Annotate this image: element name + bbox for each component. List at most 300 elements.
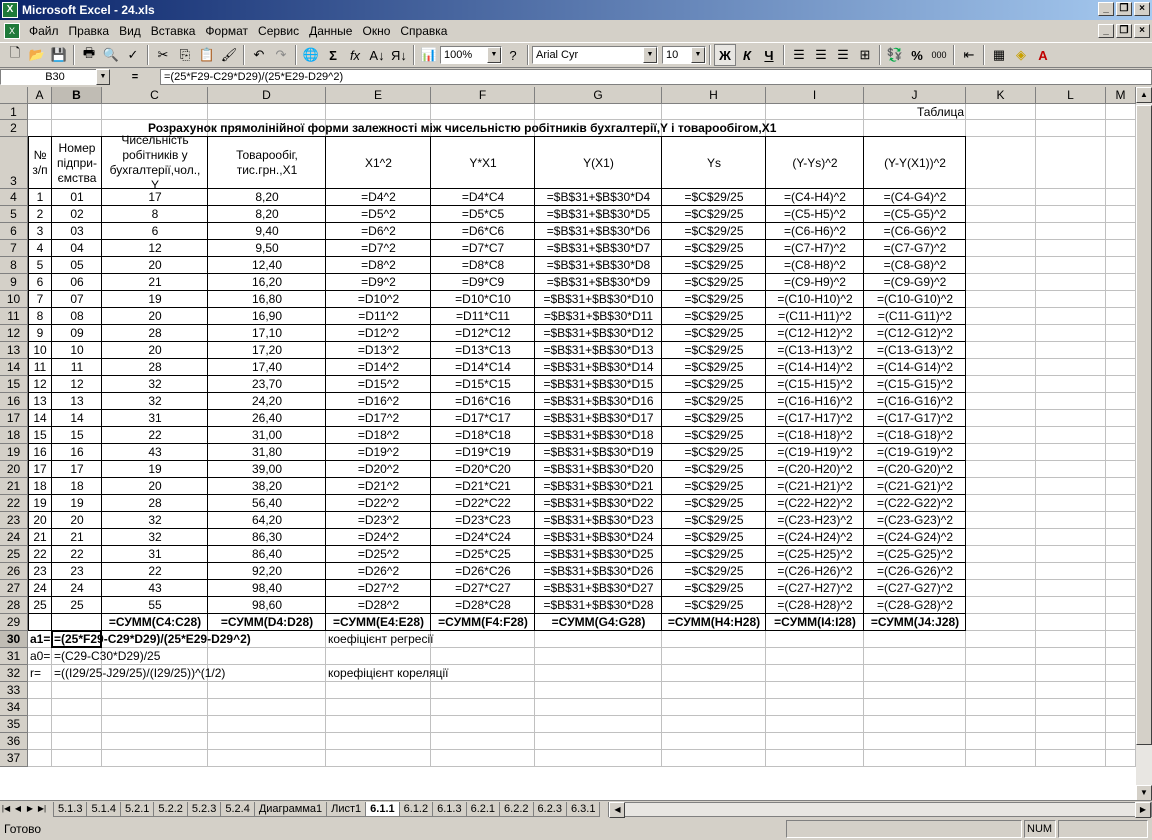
horizontal-scrollbar[interactable] xyxy=(608,802,1152,817)
label-r: r= xyxy=(30,666,42,680)
column-header-l[interactable]: L xyxy=(1036,87,1106,104)
menu-view[interactable]: Вид xyxy=(119,24,141,38)
cell-enterprise: 10 xyxy=(70,343,84,357)
print-icon[interactable]: 🖶 xyxy=(82,45,96,60)
menu-window[interactable]: Окно xyxy=(362,24,391,38)
sheet-tab[interactable]: 5.2.1 xyxy=(120,802,154,817)
cell-formula: =D19^2 xyxy=(357,445,400,459)
row-header-36[interactable]: 36 xyxy=(0,733,28,750)
merge-center-icon[interactable]: ⊞ xyxy=(859,47,871,62)
cell-formula: =$C$29/25 xyxy=(684,479,744,493)
doc-close-button[interactable]: × xyxy=(1134,24,1150,38)
cell-turnover: 39,00 xyxy=(251,462,283,476)
spreadsheet-grid[interactable] xyxy=(0,87,1136,801)
cell-formula: =D9*C9 xyxy=(461,275,505,289)
cell-formula: =D10^2 xyxy=(357,292,400,306)
scroll-right-icon[interactable]: ▶ xyxy=(1135,802,1151,818)
sheet-tab[interactable]: 6.2.2 xyxy=(499,802,533,817)
cell-formula: =$C$29/25 xyxy=(684,462,744,476)
window-title: Microsoft Excel - 24.xls xyxy=(22,3,155,17)
cell-formula: =D15^2 xyxy=(357,377,400,391)
excel-app-icon[interactable]: X xyxy=(2,2,18,18)
cell-formula: =$C$29/25 xyxy=(684,292,744,306)
row-header-25[interactable]: 25 xyxy=(0,546,28,563)
row-header-17[interactable]: 17 xyxy=(0,410,28,427)
cell-formula: =(C23-H23)^2 xyxy=(777,513,853,527)
currency-icon[interactable]: 💱 xyxy=(886,47,904,62)
cell-formula: =(C17-H17)^2 xyxy=(777,411,853,425)
cell-formula: =D6^2 xyxy=(361,224,396,238)
gridline xyxy=(28,766,1136,767)
next-tab-icon[interactable]: ▶ xyxy=(26,804,34,813)
doc-minimize-button[interactable]: _ xyxy=(1098,24,1114,38)
cell-enterprise: 06 xyxy=(70,275,84,289)
cell-turnover: 9,50 xyxy=(255,241,279,255)
print-preview-icon[interactable]: 🔍 xyxy=(102,47,120,62)
menu-edit[interactable]: Правка xyxy=(68,24,110,38)
cell-formula: =D11*C11 xyxy=(456,309,510,323)
cell-sum: =СУММ(G4:G28) xyxy=(551,615,646,629)
sort-desc-icon[interactable]: Я↓ xyxy=(391,47,407,63)
cell-formula: =D23*C23 xyxy=(455,513,511,527)
scroll-down-icon[interactable]: ▼ xyxy=(1136,785,1152,801)
cell-workers: 31 xyxy=(148,547,162,561)
function-icon[interactable]: fx xyxy=(349,47,361,63)
workbook-icon[interactable]: X xyxy=(4,23,20,39)
row-header-9[interactable]: 9 xyxy=(0,274,28,291)
toolbar xyxy=(0,42,1152,68)
row-header-35[interactable]: 35 xyxy=(0,716,28,733)
header-y-ys-squared xyxy=(766,137,864,189)
borders-icon[interactable]: ▦ xyxy=(992,47,1006,62)
cell-formula: =D19*C19 xyxy=(455,445,511,459)
font-color-icon[interactable]: A xyxy=(1038,47,1048,63)
cell-formula: =(C15-G15)^2 xyxy=(877,377,953,391)
cell-formula: =(C17-G17)^2 xyxy=(877,411,953,425)
hyperlink-icon[interactable]: 🌐 xyxy=(302,47,320,62)
cell-formula: =$B$31+$B$30*D6 xyxy=(546,224,651,238)
gridline xyxy=(1105,104,1106,767)
cell-formula: =(C8-H8)^2 xyxy=(784,258,846,272)
row-header-29[interactable]: 29 xyxy=(0,614,28,631)
cell-formula: =(C9-G9)^2 xyxy=(883,275,947,289)
cell-index: 24 xyxy=(33,581,47,595)
cell-enterprise: 18 xyxy=(70,479,84,493)
cell-formula: =$B$31+$B$30*D23 xyxy=(543,513,654,527)
italic-button[interactable]: К xyxy=(743,47,751,63)
row-header-14[interactable]: 14 xyxy=(0,359,28,376)
gridline xyxy=(28,749,1136,750)
scroll-thumb[interactable] xyxy=(1136,105,1152,745)
cell-formula: =D14*C14 xyxy=(455,360,511,374)
menu-help[interactable]: Справка xyxy=(400,24,448,38)
header-text: X1^2 xyxy=(365,155,392,170)
cell-workers: 19 xyxy=(148,462,162,476)
cell-formula: =D16^2 xyxy=(357,394,400,408)
cut-icon[interactable]: ✂ xyxy=(157,47,169,62)
row-header-21[interactable]: 21 xyxy=(0,478,28,495)
row-header-6[interactable]: 6 xyxy=(0,223,28,240)
scroll-left-icon[interactable]: ◀ xyxy=(609,802,625,818)
cell-formula: =D17^2 xyxy=(357,411,400,425)
cell-sum: =СУММ(C4:C28) xyxy=(108,615,202,629)
cell-formula: =D10*C10 xyxy=(455,292,511,306)
row-header-34[interactable]: 34 xyxy=(0,699,28,716)
underline-button[interactable]: Ч xyxy=(764,47,774,63)
row-header-2[interactable]: 2 xyxy=(0,120,28,137)
cell-formula: =$C$29/25 xyxy=(684,377,744,391)
cell-formula: =$C$29/25 xyxy=(684,326,744,340)
cell-workers: 20 xyxy=(148,258,162,272)
restore-button[interactable]: ❐ xyxy=(1116,2,1132,16)
cell-index: 3 xyxy=(36,224,44,238)
header-line: Y xyxy=(150,178,159,192)
header-line: ємства xyxy=(57,170,97,185)
sheet-tab[interactable]: 6.1.1 xyxy=(365,802,399,817)
cell-formula: =(C11-G11)^2 xyxy=(877,309,953,323)
row-header-13[interactable]: 13 xyxy=(0,342,28,359)
cell-formula: =(C28-G28)^2 xyxy=(877,598,953,612)
row-header-7[interactable]: 7 xyxy=(0,240,28,257)
row-header-32[interactable]: 32 xyxy=(0,665,28,682)
cell-formula: =(C18-H18)^2 xyxy=(777,428,853,442)
cell-index: 14 xyxy=(33,411,47,425)
first-tab-icon[interactable]: |◀ xyxy=(1,804,11,813)
cell-index: 8 xyxy=(36,309,44,323)
undo-icon[interactable]: ↶ xyxy=(253,47,265,62)
row-header-16[interactable]: 16 xyxy=(0,393,28,410)
chevron-down-icon: ▼ xyxy=(487,47,501,63)
cell-enterprise: 03 xyxy=(70,224,84,238)
cell-formula: =(C8-G8)^2 xyxy=(883,258,947,272)
cell-formula: =$B$31+$B$30*D18 xyxy=(543,428,654,442)
cell-index: 21 xyxy=(33,530,47,544)
sheet-tab[interactable]: 6.1.3 xyxy=(432,802,466,817)
close-button[interactable]: × xyxy=(1134,2,1150,16)
cell-formula: =D23^2 xyxy=(357,513,400,527)
vertical-scrollbar[interactable] xyxy=(1136,87,1152,801)
percent-button[interactable]: % xyxy=(911,47,923,63)
cell-enterprise: 01 xyxy=(70,190,84,204)
cell-turnover: 17,20 xyxy=(251,343,283,357)
cell-formula: =(C18-G18)^2 xyxy=(877,428,953,442)
cell-formula: =$C$29/25 xyxy=(684,207,744,221)
column-header-i[interactable]: I xyxy=(766,87,864,104)
align-left-icon[interactable]: ☰ xyxy=(793,47,805,62)
cell-formula: =$C$29/25 xyxy=(684,598,744,612)
column-header-m[interactable]: M xyxy=(1106,87,1136,104)
sheet-tab[interactable]: 5.2.2 xyxy=(153,802,187,817)
sheet-tab[interactable]: 6.2.3 xyxy=(533,802,567,817)
cell-formula: =$B$31+$B$30*D20 xyxy=(543,462,654,476)
zoom-select[interactable]: 100% ▼ xyxy=(440,46,502,64)
column-header-e[interactable]: E xyxy=(326,87,431,104)
cell-index: 12 xyxy=(33,377,47,391)
cell-formula: =D15*C15 xyxy=(455,377,511,391)
column-header-a[interactable]: A xyxy=(28,87,52,104)
spelling-icon[interactable]: ✓ xyxy=(127,47,139,62)
cell-formula: =D26^2 xyxy=(357,564,400,578)
minimize-button[interactable]: _ xyxy=(1098,2,1114,16)
cell-workers: 28 xyxy=(148,496,162,510)
cell-formula: =D5^2 xyxy=(361,207,396,221)
row-header-8[interactable]: 8 xyxy=(0,257,28,274)
cell-formula: =D25*C25 xyxy=(455,547,511,561)
cell-formula: =$B$31+$B$30*D24 xyxy=(543,530,654,544)
cell-index: 4 xyxy=(36,241,44,255)
cell-formula: =$B$31+$B$30*D4 xyxy=(546,190,651,204)
cell-turnover: 31,80 xyxy=(251,445,283,459)
cell-formula: =$C$29/25 xyxy=(684,564,744,578)
row-header-10[interactable]: 10 xyxy=(0,291,28,308)
column-header-k[interactable]: K xyxy=(966,87,1036,104)
sheet-tab[interactable]: 6.2.1 xyxy=(466,802,500,817)
row-header-18[interactable]: 18 xyxy=(0,427,28,444)
cell-formula: =D14^2 xyxy=(357,360,400,374)
cell-turnover: 86,40 xyxy=(251,547,283,561)
cell-formula: =(C14-H14)^2 xyxy=(777,360,853,374)
cell-turnover: 16,80 xyxy=(251,292,283,306)
header-text: Ys xyxy=(706,155,721,170)
thousands-button[interactable]: 000 xyxy=(931,50,947,60)
row-header-19[interactable]: 19 xyxy=(0,444,28,461)
cell-sum: =СУММ(E4:E28) xyxy=(333,615,424,629)
open-icon[interactable]: 📂 xyxy=(28,47,46,62)
format-painter-icon[interactable]: 🖌 xyxy=(220,47,238,62)
cell-enterprise: 25 xyxy=(70,598,84,612)
cell-workers: 32 xyxy=(148,513,162,527)
cell-turnover: 98,60 xyxy=(251,598,283,612)
cell-formula: =$B$31+$B$30*D27 xyxy=(543,581,654,595)
row-header-30[interactable]: 30 xyxy=(0,631,28,648)
cell-formula: =(C11-H11)^2 xyxy=(778,309,852,323)
prev-tab-icon[interactable]: ◀ xyxy=(14,804,22,813)
row-header-31[interactable]: 31 xyxy=(0,648,28,665)
last-tab-icon[interactable]: ▶| xyxy=(37,804,47,813)
column-header-j[interactable]: J xyxy=(864,87,966,104)
name-box[interactable]: B30 ▼ xyxy=(0,69,110,85)
cell-formula: =D25^2 xyxy=(357,547,400,561)
sheet-tab[interactable]: Лист1 xyxy=(326,802,366,817)
menu-data[interactable]: Данные xyxy=(309,24,353,38)
formula-equals: = xyxy=(131,71,139,83)
cell-formula: =$C$29/25 xyxy=(684,581,744,595)
header-text: Y*X1 xyxy=(469,155,497,170)
cell-formula: =D22*C22 xyxy=(455,496,511,510)
cell-index: 11 xyxy=(33,360,47,374)
font-size-select[interactable]: 10 ▼ xyxy=(662,46,706,64)
cell-formula: =D11^2 xyxy=(358,309,399,323)
sheet-tab[interactable]: 6.3.1 xyxy=(566,802,600,817)
cell-enterprise: 21 xyxy=(70,530,84,544)
row-header-37[interactable]: 37 xyxy=(0,750,28,767)
cell-formula: =D5*C5 xyxy=(461,207,505,221)
sheet-tab[interactable]: Диаграмма1 xyxy=(254,802,327,817)
cell-formula: =D26*C26 xyxy=(455,564,511,578)
selected-cell-border[interactable] xyxy=(51,630,102,648)
row-header-5[interactable]: 5 xyxy=(0,206,28,223)
sheet-tab[interactable]: 5.1.4 xyxy=(86,802,120,817)
menu-file[interactable]: Файл xyxy=(29,24,59,38)
cell-turnover: 98,40 xyxy=(251,581,283,595)
header-workers xyxy=(102,133,208,192)
header-line: підпри- xyxy=(56,155,98,170)
cell-formula: =D18*C18 xyxy=(455,428,511,442)
cell-formula: =$C$29/25 xyxy=(684,309,744,323)
cell-formula: =$B$31+$B$30*D16 xyxy=(543,394,654,408)
redo-icon[interactable]: ↷ xyxy=(275,47,287,62)
row-header-20[interactable]: 20 xyxy=(0,461,28,478)
decrease-indent-icon[interactable]: ⇤ xyxy=(963,47,975,62)
save-icon[interactable]: 💾 xyxy=(50,47,68,62)
cell-index: 19 xyxy=(33,496,47,510)
header-turnover xyxy=(208,137,326,189)
header-line: Номер xyxy=(58,140,96,155)
cell-index: 9 xyxy=(36,326,44,340)
cell-formula: =$B$31+$B$30*D10 xyxy=(543,292,654,306)
cell-formula: =(C19-H19)^2 xyxy=(777,445,853,459)
row-header-23[interactable]: 23 xyxy=(0,512,28,529)
cell-formula: =$B$31+$B$30*D8 xyxy=(546,258,651,272)
cell-turnover: 8,20 xyxy=(255,207,279,221)
sheet-tab[interactable]: 5.1.3 xyxy=(53,802,87,817)
cell-turnover: 31,00 xyxy=(251,428,283,442)
row-header-3[interactable]: 3 xyxy=(0,137,28,189)
cell-enterprise: 05 xyxy=(70,258,84,272)
column-header-b[interactable]: B xyxy=(52,87,102,104)
cell-formula: =$C$29/25 xyxy=(684,190,744,204)
copy-icon[interactable]: ⎘ xyxy=(179,47,191,62)
cell-enterprise: 16 xyxy=(70,445,84,459)
new-icon[interactable]: 🗋 xyxy=(9,45,21,60)
sort-asc-icon[interactable]: A↓ xyxy=(369,47,385,63)
cell-formula: =D27*C27 xyxy=(455,581,511,595)
sheet-title: Розрахунок прямолінійної форми залежності між чисельністю робітників бухгалтерії,Y і товарообігом,X1 xyxy=(148,121,777,135)
row-header-24[interactable]: 24 xyxy=(0,529,28,546)
cell-formula: =(C23-G23)^2 xyxy=(877,513,953,527)
cell-formula: =$C$29/25 xyxy=(684,275,744,289)
row-header-22[interactable]: 22 xyxy=(0,495,28,512)
cell-formula: =$B$31+$B$30*D17 xyxy=(543,411,654,425)
sheet-tab[interactable]: 5.2.4 xyxy=(220,802,254,817)
menu-insert[interactable]: Вставка xyxy=(150,24,196,38)
column-header-h[interactable]: H xyxy=(662,87,766,104)
row-header-28[interactable]: 28 xyxy=(0,597,28,614)
cell-formula: =D8*C8 xyxy=(461,258,505,272)
table-label: Таблица xyxy=(916,105,964,119)
cell-index: 7 xyxy=(36,292,44,306)
cell-enterprise: 07 xyxy=(70,292,84,306)
cell-formula: =D20^2 xyxy=(357,462,400,476)
cell-formula: =(C16-H16)^2 xyxy=(777,394,853,408)
cell-workers: 28 xyxy=(148,360,162,374)
cell-workers: 21 xyxy=(148,275,162,289)
menu-tools[interactable]: Сервис xyxy=(258,24,300,38)
cell-index: 25 xyxy=(33,598,47,612)
row-header-33[interactable]: 33 xyxy=(0,682,28,699)
cell-b31: =(C29-C30*D29)/25 xyxy=(54,649,161,663)
status-ready: Готово xyxy=(4,822,42,836)
align-center-icon[interactable]: ☰ xyxy=(815,47,827,62)
header-text: (Y-Y(X1))^2 xyxy=(884,155,946,170)
cell-formula: =D13*C13 xyxy=(455,343,511,357)
paste-icon[interactable]: 📋 xyxy=(198,47,216,62)
column-header-c[interactable]: C xyxy=(102,87,208,104)
column-header-d[interactable]: D xyxy=(208,87,326,104)
header-line: з/п xyxy=(32,163,48,177)
cell-index: 1 xyxy=(36,190,44,204)
cell-workers: 43 xyxy=(148,445,162,459)
cell-workers: 6 xyxy=(151,224,159,238)
cell-formula: =(C14-G14)^2 xyxy=(877,360,953,374)
sheet-tab[interactable]: 5.2.3 xyxy=(187,802,221,817)
cell-enterprise: 14 xyxy=(70,411,84,425)
fill-color-icon[interactable]: ◈ xyxy=(1016,47,1026,62)
cell-formula: =D24^2 xyxy=(357,530,400,544)
column-header-g[interactable]: G xyxy=(535,87,662,104)
cell-enterprise: 20 xyxy=(70,513,84,527)
select-all-corner[interactable] xyxy=(0,87,28,104)
cell-workers: 20 xyxy=(148,479,162,493)
scroll-up-icon[interactable]: ▲ xyxy=(1136,87,1152,103)
row-header-26[interactable]: 26 xyxy=(0,563,28,580)
cell-turnover: 17,40 xyxy=(251,360,283,374)
sheet-tab[interactable]: 6.1.2 xyxy=(399,802,433,817)
doc-restore-button[interactable]: ❐ xyxy=(1116,24,1132,38)
help-icon[interactable]: ? xyxy=(509,47,517,63)
menu-format[interactable]: Формат xyxy=(205,24,249,38)
cell-turnover: 86,30 xyxy=(251,530,283,544)
cell-formula: =$C$29/25 xyxy=(684,224,744,238)
cell-formula: =$C$29/25 xyxy=(684,428,744,442)
font-select[interactable]: Arial Cyr ▼ xyxy=(532,46,658,64)
row-header-1[interactable]: 1 xyxy=(0,104,28,120)
cell-formula: =D18^2 xyxy=(357,428,400,442)
formula-input[interactable]: =(25*F29-C29*D29)/(25*E29-D29^2) xyxy=(160,69,1152,85)
cell-turnover: 26,40 xyxy=(251,411,283,425)
cell-workers: 32 xyxy=(148,394,162,408)
row-header-4[interactable]: 4 xyxy=(0,189,28,206)
cell-formula: =(C12-H12)^2 xyxy=(777,326,853,340)
cell-index: 2 xyxy=(36,207,44,221)
note-regression: коефіцієнт регресії xyxy=(328,632,434,646)
bold-button[interactable]: Ж xyxy=(714,44,736,66)
row-header-15[interactable]: 15 xyxy=(0,376,28,393)
cell-formula: =(C19-G19)^2 xyxy=(877,445,953,459)
gridline xyxy=(28,732,1136,733)
status-panel xyxy=(1058,820,1148,838)
cell-formula: =$B$31+$B$30*D22 xyxy=(543,496,654,510)
cell-formula: =(C20-H20)^2 xyxy=(777,462,853,476)
cell-sum: =СУММ(D4:D28) xyxy=(220,615,314,629)
chart-wizard-icon[interactable]: 📊 xyxy=(420,47,438,62)
cell-formula: =(C4-G4)^2 xyxy=(883,190,947,204)
cell-index: 10 xyxy=(33,343,47,357)
cell-sum: =СУММ(I4:I28) xyxy=(774,615,856,629)
cell-enterprise: 22 xyxy=(70,547,84,561)
row-header-12[interactable]: 12 xyxy=(0,325,28,342)
cell-formula: =$B$31+$B$30*D12 xyxy=(543,326,654,340)
row-header-11[interactable]: 11 xyxy=(0,308,28,325)
cell-formula: =$B$31+$B$30*D5 xyxy=(546,207,651,221)
row-header-27[interactable]: 27 xyxy=(0,580,28,597)
cell-enterprise: 09 xyxy=(70,326,84,340)
align-right-icon[interactable]: ☰ xyxy=(837,47,849,62)
cell-index: 18 xyxy=(33,479,47,493)
gridline xyxy=(1035,104,1036,767)
autosum-icon[interactable]: Σ xyxy=(329,47,337,63)
column-header-f[interactable]: F xyxy=(431,87,535,104)
